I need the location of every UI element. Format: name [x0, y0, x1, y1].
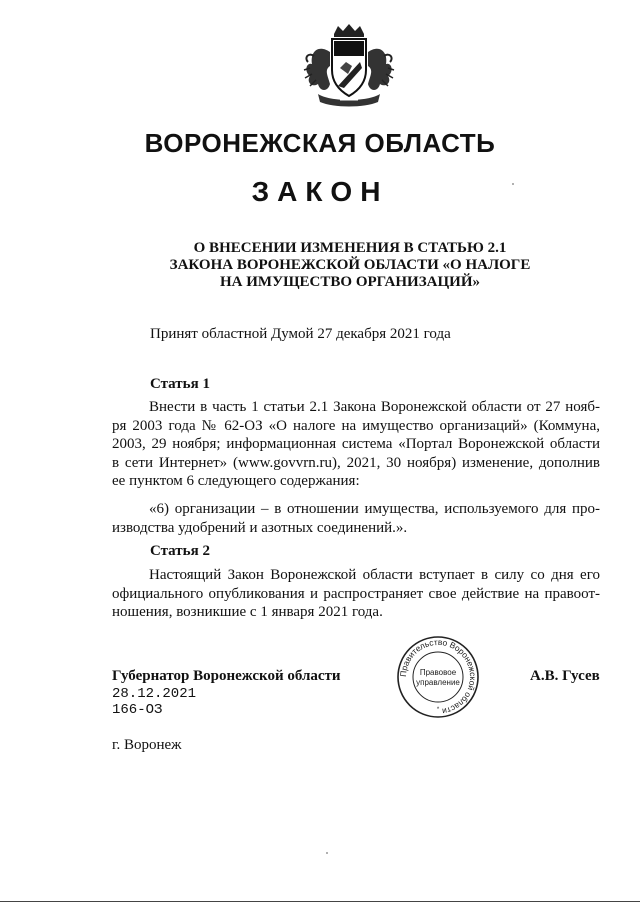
law-title — [0, 240, 640, 291]
stamp-star-mark: * — [436, 707, 440, 713]
document-type: ЗАКОН — [251, 176, 389, 207]
signatory-name: А.В. Гусев — [530, 668, 600, 684]
official-stamp — [396, 635, 480, 719]
coat-of-arms-emblem — [300, 22, 398, 110]
article-2-paragraph — [112, 566, 600, 622]
text-line: изводства удобрений и азотных соединений.». — [112, 519, 408, 536]
text-line: 2003, 29 ноября; информационная система «Портал Воронежской области — [112, 436, 600, 452]
law-number: 166-ОЗ — [112, 702, 163, 718]
article-1-heading: Статья 1 — [150, 376, 210, 392]
law-title-line: НА ИМУЩЕСТВО ОРГАНИЗАЦИЙ» — [220, 274, 480, 290]
law-title-line: О ВНЕСЕНИИ ИЗМЕНЕНИЯ В СТАТЬЮ 2.1 — [193, 240, 507, 256]
text-line: в сети Интернет» (www.govvrn.ru), 2021, 30 ноября) изменение, дополнив — [112, 454, 600, 471]
text-line: ношения, возникшие с 1 января 2021 года. — [112, 604, 383, 620]
text-line: «6) организации – в отношении имущества, используемого для про- — [149, 501, 600, 517]
article-1-paragraph-1 — [112, 398, 600, 491]
scan-speck — [326, 852, 328, 854]
text-line: ря 2003 года № 62-ОЗ «О налоге на имущество организаций» (Коммуна, — [112, 417, 600, 434]
signatory-position: Губернатор Воронежской области — [112, 668, 341, 684]
stamp-ring-text: Правительство Воронежской области — [397, 636, 479, 717]
article-2-heading: Статья 2 — [150, 543, 210, 559]
stamp-center-line-2: управление — [416, 678, 460, 687]
text-line: официального опубликования и распространяет свое действие на правоот- — [112, 585, 600, 602]
region-name: ВОРОНЕЖСКАЯ ОБЛАСТЬ — [144, 128, 496, 158]
signing-date: 28.12.2021 — [112, 686, 197, 702]
text-line: Настоящий Закон Воронежской области вступает в силу со дня его — [149, 567, 600, 583]
page-bottom-border — [0, 901, 640, 902]
text-line: ее пунктом 6 следующего содержания: — [112, 473, 360, 489]
law-title-line: ЗАКОНА ВОРОНЕЖСКОЙ ОБЛАСТИ «О НАЛОГЕ — [169, 257, 531, 273]
article-1-paragraph-2 — [112, 500, 600, 537]
scan-speck — [512, 183, 514, 185]
text-line: Внести в часть 1 статьи 2.1 Закона Воронежской области от 27 нояб- — [149, 399, 600, 415]
signing-city: г. Воронеж — [112, 737, 182, 753]
adoption-statement: Принят областной Думой 27 декабря 2021 года — [150, 326, 451, 342]
stamp-center-line-1: Правовое — [419, 668, 457, 677]
